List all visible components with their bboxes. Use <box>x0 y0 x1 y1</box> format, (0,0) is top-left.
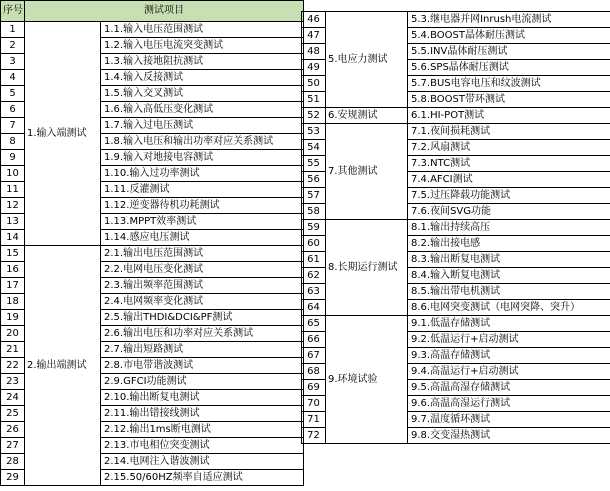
row-number: 66 <box>302 332 326 348</box>
test-item-cell: 6.1.HI-POT测试 <box>408 108 610 124</box>
row-number: 26 <box>1 422 25 438</box>
row-number: 5 <box>1 86 25 102</box>
table-row <box>302 124 610 140</box>
row-number: 51 <box>302 92 326 108</box>
test-item-cell: 5.6.SPS晶体耐压测试 <box>408 60 610 76</box>
row-number: 12 <box>1 198 25 214</box>
test-item-cell: 5.8.BOOST带环测试 <box>408 92 610 108</box>
row-number: 68 <box>302 364 326 380</box>
header-item: 测试项目 <box>25 1 304 22</box>
row-number: 16 <box>1 262 25 278</box>
header-seq: 序号 <box>1 1 25 22</box>
row-number: 65 <box>302 316 326 332</box>
row-number: 57 <box>302 188 326 204</box>
test-item-cell: 5.3.继电器并网Inrush电流测试 <box>408 12 610 28</box>
test-item-cell: 7.3.NTC测试 <box>408 156 610 172</box>
row-number: 17 <box>1 278 25 294</box>
test-item-cell: 1.11.反灌测试 <box>101 182 304 198</box>
test-item-cell: 2.5.输出THDI&DCI&PF测试 <box>101 310 304 326</box>
row-number: 55 <box>302 156 326 172</box>
test-item-cell: 1.10.输入过功率测试 <box>101 166 304 182</box>
test-item-cell: 8.6.电网突变测试（电网突降、突升） <box>408 300 610 316</box>
row-number: 13 <box>1 214 25 230</box>
test-item-cell: 2.9.GFCI功能测试 <box>101 374 304 390</box>
test-item-cell: 1.4.输入反接测试 <box>101 70 304 86</box>
test-item-cell: 2.6.输出电压和功率对应关系测试 <box>101 326 304 342</box>
row-number: 61 <box>302 252 326 268</box>
test-item-cell: 1.7.输入过电压测试 <box>101 118 304 134</box>
row-number: 8 <box>1 134 25 150</box>
category-cell: 6.安规测试 <box>326 108 408 124</box>
test-item-cell: 1.3.输入接地阻抗测试 <box>101 54 304 70</box>
category-cell: 1.输入端测试 <box>25 22 101 246</box>
test-item-cell: 9.8.交变湿热测试 <box>408 428 610 444</box>
test-item-cell: 2.13.市电相位突变测试 <box>101 438 304 454</box>
row-number: 64 <box>302 300 326 316</box>
row-number: 20 <box>1 326 25 342</box>
test-item-cell: 5.4.BOOST晶体耐压测试 <box>408 28 610 44</box>
row-number: 47 <box>302 28 326 44</box>
test-item-cell: 2.11.输出错接线测试 <box>101 406 304 422</box>
row-number: 52 <box>302 108 326 124</box>
table-row <box>302 12 610 28</box>
row-number: 58 <box>302 204 326 220</box>
row-number: 69 <box>302 380 326 396</box>
table-row <box>302 108 610 124</box>
test-item-cell: 2.10.输出断复电测试 <box>101 390 304 406</box>
row-number: 11 <box>1 182 25 198</box>
category-cell: 2.输出端测试 <box>25 246 101 486</box>
table-row <box>302 220 610 236</box>
test-item-cell: 2.1.输出电压范围测试 <box>101 246 304 262</box>
row-number: 71 <box>302 412 326 428</box>
row-number: 29 <box>1 470 25 486</box>
row-number: 9 <box>1 150 25 166</box>
table-row <box>1 246 304 262</box>
header-row <box>1 1 304 22</box>
left-test-table <box>0 0 304 486</box>
test-item-cell: 1.8.输入电压和输出功率对应关系测试 <box>101 134 304 150</box>
test-item-cell: 2.7.输出短路测试 <box>101 342 304 358</box>
test-item-cell: 7.2.风扇测试 <box>408 140 610 156</box>
row-number: 10 <box>1 166 25 182</box>
test-item-cell: 8.2.输出接电感 <box>408 236 610 252</box>
row-number: 4 <box>1 70 25 86</box>
test-item-cell: 7.4.AFCI测试 <box>408 172 610 188</box>
test-item-cell: 9.7.温度循环测试 <box>408 412 610 428</box>
test-item-cell: 9.2.低温运行+启动测试 <box>408 332 610 348</box>
row-number: 7 <box>1 118 25 134</box>
test-item-cell: 2.8.市电带谐波测试 <box>101 358 304 374</box>
test-item-cell: 2.14.电网注入谐波测试 <box>101 454 304 470</box>
row-number: 46 <box>302 12 326 28</box>
test-item-cell: 8.5.输出带电机测试 <box>408 284 610 300</box>
table-row <box>1 22 304 38</box>
row-number: 70 <box>302 396 326 412</box>
category-cell: 5.电应力测试 <box>326 12 408 108</box>
row-number: 14 <box>1 230 25 246</box>
category-cell: 9.环境试验 <box>326 316 408 444</box>
test-item-cell: 2.2.电网电压变化测试 <box>101 262 304 278</box>
row-number: 54 <box>302 140 326 156</box>
row-number: 23 <box>1 374 25 390</box>
row-number: 28 <box>1 454 25 470</box>
row-number: 60 <box>302 236 326 252</box>
test-item-cell: 2.12.输出1ms断电测试 <box>101 422 304 438</box>
row-number: 62 <box>302 268 326 284</box>
test-item-cell: 1.6.输入高低压变化测试 <box>101 102 304 118</box>
row-number: 19 <box>1 310 25 326</box>
row-number: 25 <box>1 406 25 422</box>
row-number: 1 <box>1 22 25 38</box>
table-row <box>302 316 610 332</box>
row-number: 63 <box>302 284 326 300</box>
row-number: 49 <box>302 60 326 76</box>
test-item-cell: 1.5.输入交叉测试 <box>101 86 304 102</box>
row-number: 22 <box>1 358 25 374</box>
row-number: 6 <box>1 102 25 118</box>
test-item-cell: 9.5.高温高湿存储测试 <box>408 380 610 396</box>
test-item-cell: 5.5.INV晶体耐压测试 <box>408 44 610 60</box>
test-item-cell: 2.3.输出频率范围测试 <box>101 278 304 294</box>
row-number: 72 <box>302 428 326 444</box>
test-item-cell: 7.5.过压降载功能测试 <box>408 188 610 204</box>
row-number: 21 <box>1 342 25 358</box>
row-number: 59 <box>302 220 326 236</box>
test-item-cell: 1.14.感应电压测试 <box>101 230 304 246</box>
row-number: 3 <box>1 54 25 70</box>
row-number: 2 <box>1 38 25 54</box>
test-item-cell: 5.7.BUS电容电压和纹波测试 <box>408 76 610 92</box>
right-test-table <box>301 11 610 444</box>
test-item-cell: 8.1.输出持续高压 <box>408 220 610 236</box>
test-item-cell: 2.4.电网频率变化测试 <box>101 294 304 310</box>
test-item-cell: 9.1.低温存储测试 <box>408 316 610 332</box>
category-cell: 7.其他测试 <box>326 124 408 220</box>
test-item-cell: 1.13.MPPT效率测试 <box>101 214 304 230</box>
test-item-cell: 9.4.高温运行+启动测试 <box>408 364 610 380</box>
test-item-cell: 7.6.夜间SVG功能 <box>408 204 610 220</box>
test-item-cell: 7.1.夜间损耗测试 <box>408 124 610 140</box>
category-cell: 8.长期运行测试 <box>326 220 408 316</box>
row-number: 15 <box>1 246 25 262</box>
row-number: 18 <box>1 294 25 310</box>
test-item-cell: 1.12.逆变器待机功耗测试 <box>101 198 304 214</box>
row-number: 27 <box>1 438 25 454</box>
row-number: 53 <box>302 124 326 140</box>
row-number: 24 <box>1 390 25 406</box>
test-item-cell: 9.6.高温高湿运行测试 <box>408 396 610 412</box>
test-item-cell: 9.3.高温存储测试 <box>408 348 610 364</box>
test-item-cell: 8.3.输出断复电测试 <box>408 252 610 268</box>
row-number: 50 <box>302 76 326 92</box>
test-item-cell: 2.15.50/60HZ频率自适应测试 <box>101 470 304 486</box>
test-item-cell: 1.1.输入电压范围测试 <box>101 22 304 38</box>
row-number: 48 <box>302 44 326 60</box>
row-number: 56 <box>302 172 326 188</box>
test-item-cell: 8.4.输入断复电测试 <box>408 268 610 284</box>
test-item-cell: 1.9.输入对地接电容测试 <box>101 150 304 166</box>
row-number: 67 <box>302 348 326 364</box>
test-item-cell: 1.2.输入电压电流突变测试 <box>101 38 304 54</box>
